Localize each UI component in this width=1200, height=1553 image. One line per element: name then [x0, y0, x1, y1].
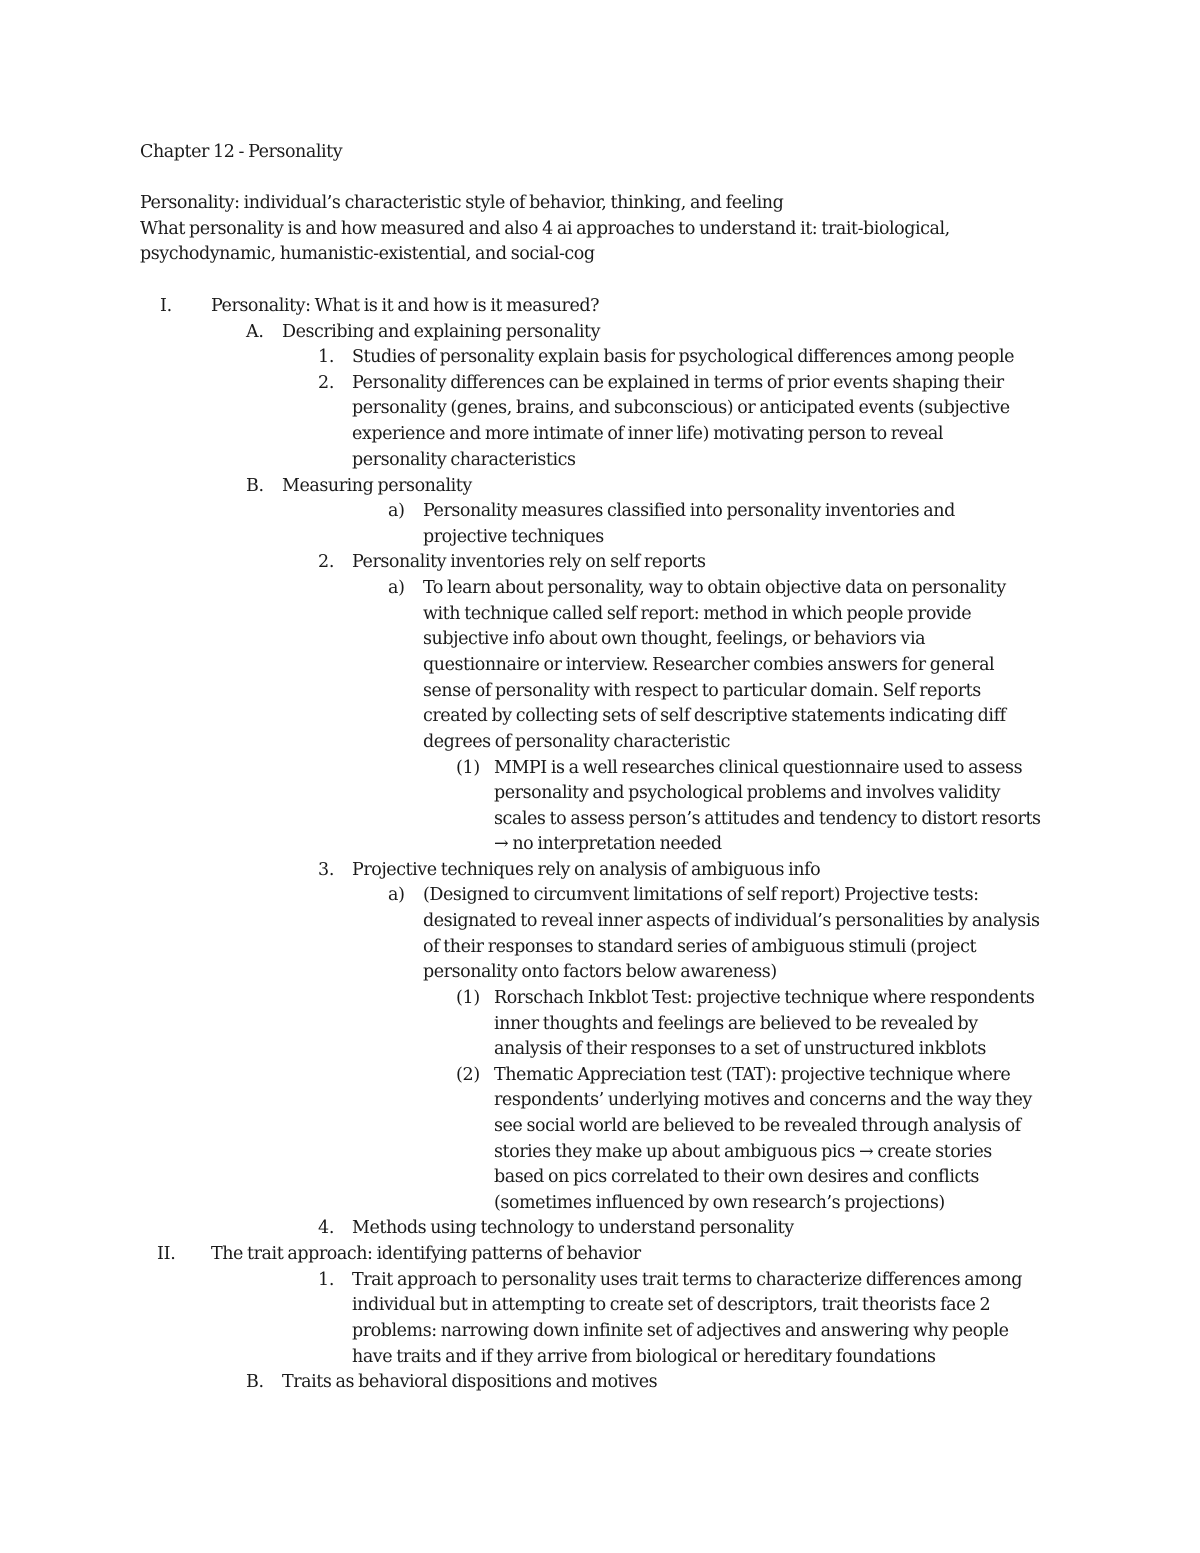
- list-item-IB3: Projective techniques rely on analysis of ambiguous info: [352, 860, 821, 880]
- list-item-IB2a-line-1: To learn about personality, way to obtain objective data on personality: [423, 578, 1006, 598]
- list-marker-II1: 1.: [318, 1270, 335, 1290]
- list-item-IB2a1-line-3: scales to assess person’s attitudes and tendency to distort resorts: [494, 809, 1041, 829]
- list-marker-IBa: a): [388, 501, 405, 521]
- list-item-IB3a2-line-3: see social world are believed to be revealed through analysis of: [494, 1116, 1021, 1136]
- list-item-IB2: Personality inventories rely on self reports: [352, 552, 706, 572]
- list-item-IA2-line-3: experience and more intimate of inner life) motivating person to reveal: [352, 424, 944, 444]
- list-item-IB3a-line-4: personality onto factors below awareness): [423, 962, 777, 982]
- list-item-IA2-line-4: personality characteristics: [352, 450, 576, 470]
- list-item-IB3a-line-1: (Designed to circumvent limitations of self report) Projective tests:: [423, 885, 979, 905]
- list-item-IBa-line-2: projective techniques: [423, 527, 604, 547]
- list-item-IA1-line-1: Studies of personality explain basis for psychological differences among people: [352, 347, 1015, 367]
- list-item-IA2-line-2: personality (genes, brains, and subconscious) or anticipated events (subjective: [352, 398, 1010, 418]
- list-item-IB3a1-line-2: inner thoughts and feelings are believed to be revealed by: [494, 1014, 978, 1034]
- list-item-II1-line-4: have traits and if they arrive from biological or hereditary foundations: [352, 1347, 936, 1367]
- list-marker-IA2: 2.: [318, 373, 335, 393]
- list-item-IB3a2-line-4: stories they make up about ambiguous pics → create stories: [494, 1142, 992, 1162]
- list-item-IB4: Methods using technology to understand personality: [352, 1218, 794, 1238]
- intro-line-2: What personality is and how measured and also 4 ai approaches to understand it: trait-biological,: [140, 219, 950, 239]
- list-item-IB3a2-line-1: Thematic Appreciation test (TAT): projective technique where: [494, 1065, 1011, 1085]
- list-item-IB3a1-line-3: analysis of their responses to a set of unstructured inkblots: [494, 1039, 986, 1059]
- outline-heading-IIB: Traits as behavioral dispositions and motives: [282, 1372, 658, 1392]
- list-marker-IB2a1: (1): [456, 758, 480, 778]
- list-item-IB3a2-line-2: respondents’ underlying motives and concerns and the way they: [494, 1090, 1032, 1110]
- outline-marker-IIB: B.: [246, 1372, 264, 1392]
- list-marker-IB2a: a): [388, 578, 405, 598]
- outline-heading-IA: Describing and explaining personality: [282, 322, 601, 342]
- list-marker-IB2: 2.: [318, 552, 335, 572]
- list-item-IB3a-line-3: of their responses to standard series of ambiguous stimuli (project: [423, 937, 977, 957]
- list-item-IB2a-line-3: subjective info about own thought, feelings, or behaviors via: [423, 629, 926, 649]
- intro-line-3: psychodynamic, humanistic-existential, and social-cog: [140, 244, 595, 264]
- list-item-IB2a-line-2: with technique called self report: method in which people provide: [423, 604, 972, 624]
- list-item-IB3a1-line-1: Rorschach Inkblot Test: projective technique where respondents: [494, 988, 1035, 1008]
- list-marker-IA1: 1.: [318, 347, 335, 367]
- intro-line-1: Personality: individual’s characteristic style of behavior, thinking, and feeling: [140, 193, 784, 213]
- list-item-IB3a2-line-5: based on pics correlated to their own desires and conflicts: [494, 1167, 979, 1187]
- list-marker-IB3a1: (1): [456, 988, 480, 1008]
- list-marker-IB3a: a): [388, 885, 405, 905]
- page-title: Chapter 12 - Personality: [140, 142, 343, 162]
- outline-marker-II: II.: [157, 1244, 176, 1264]
- list-item-II1-line-1: Trait approach to personality uses trait terms to characterize differences among: [352, 1270, 1023, 1290]
- list-marker-IB3: 3.: [318, 860, 335, 880]
- outline-heading-I: Personality: What is it and how is it measured?: [211, 296, 600, 316]
- list-marker-IB4: 4.: [318, 1218, 335, 1238]
- list-item-IB3a2-line-6: (sometimes influenced by own research’s projections): [494, 1193, 945, 1213]
- list-item-IB2a-line-5: sense of personality with respect to particular domain. Self reports: [423, 681, 981, 701]
- list-item-IB2a1-line-2: personality and psychological problems and involves validity: [494, 783, 1001, 803]
- outline-heading-IB: Measuring personality: [282, 476, 472, 496]
- outline-heading-II: The trait approach: identifying patterns of behavior: [211, 1244, 641, 1264]
- list-item-II1-line-2: individual but in attempting to create set of descriptors, trait theorists face 2: [352, 1295, 991, 1315]
- list-marker-IB3a2: (2): [456, 1065, 480, 1085]
- list-item-IB2a-line-4: questionnaire or interview. Researcher combies answers for general: [423, 655, 995, 675]
- list-item-IBa-line-1: Personality measures classified into personality inventories and: [423, 501, 955, 521]
- list-item-IB2a-line-6: created by collecting sets of self descriptive statements indicating diff: [423, 706, 1006, 726]
- outline-marker-IA: A.: [246, 322, 264, 342]
- list-item-IB3a-line-2: designated to reveal inner aspects of individual’s personalities by analysis: [423, 911, 1040, 931]
- list-item-IB2a1-line-4: → no interpretation needed: [494, 834, 722, 854]
- list-item-IB2a-line-7: degrees of personality characteristic: [423, 732, 730, 752]
- list-item-IA2-line-1: Personality differences can be explained in terms of prior events shaping their: [352, 373, 1004, 393]
- outline-marker-IB: B.: [246, 476, 264, 496]
- list-item-II1-line-3: problems: narrowing down infinite set of adjectives and answering why people: [352, 1321, 1009, 1341]
- list-item-IB2a1-line-1: MMPI is a well researches clinical questionnaire used to assess: [494, 758, 1023, 778]
- outline-marker-I: I.: [160, 296, 172, 316]
